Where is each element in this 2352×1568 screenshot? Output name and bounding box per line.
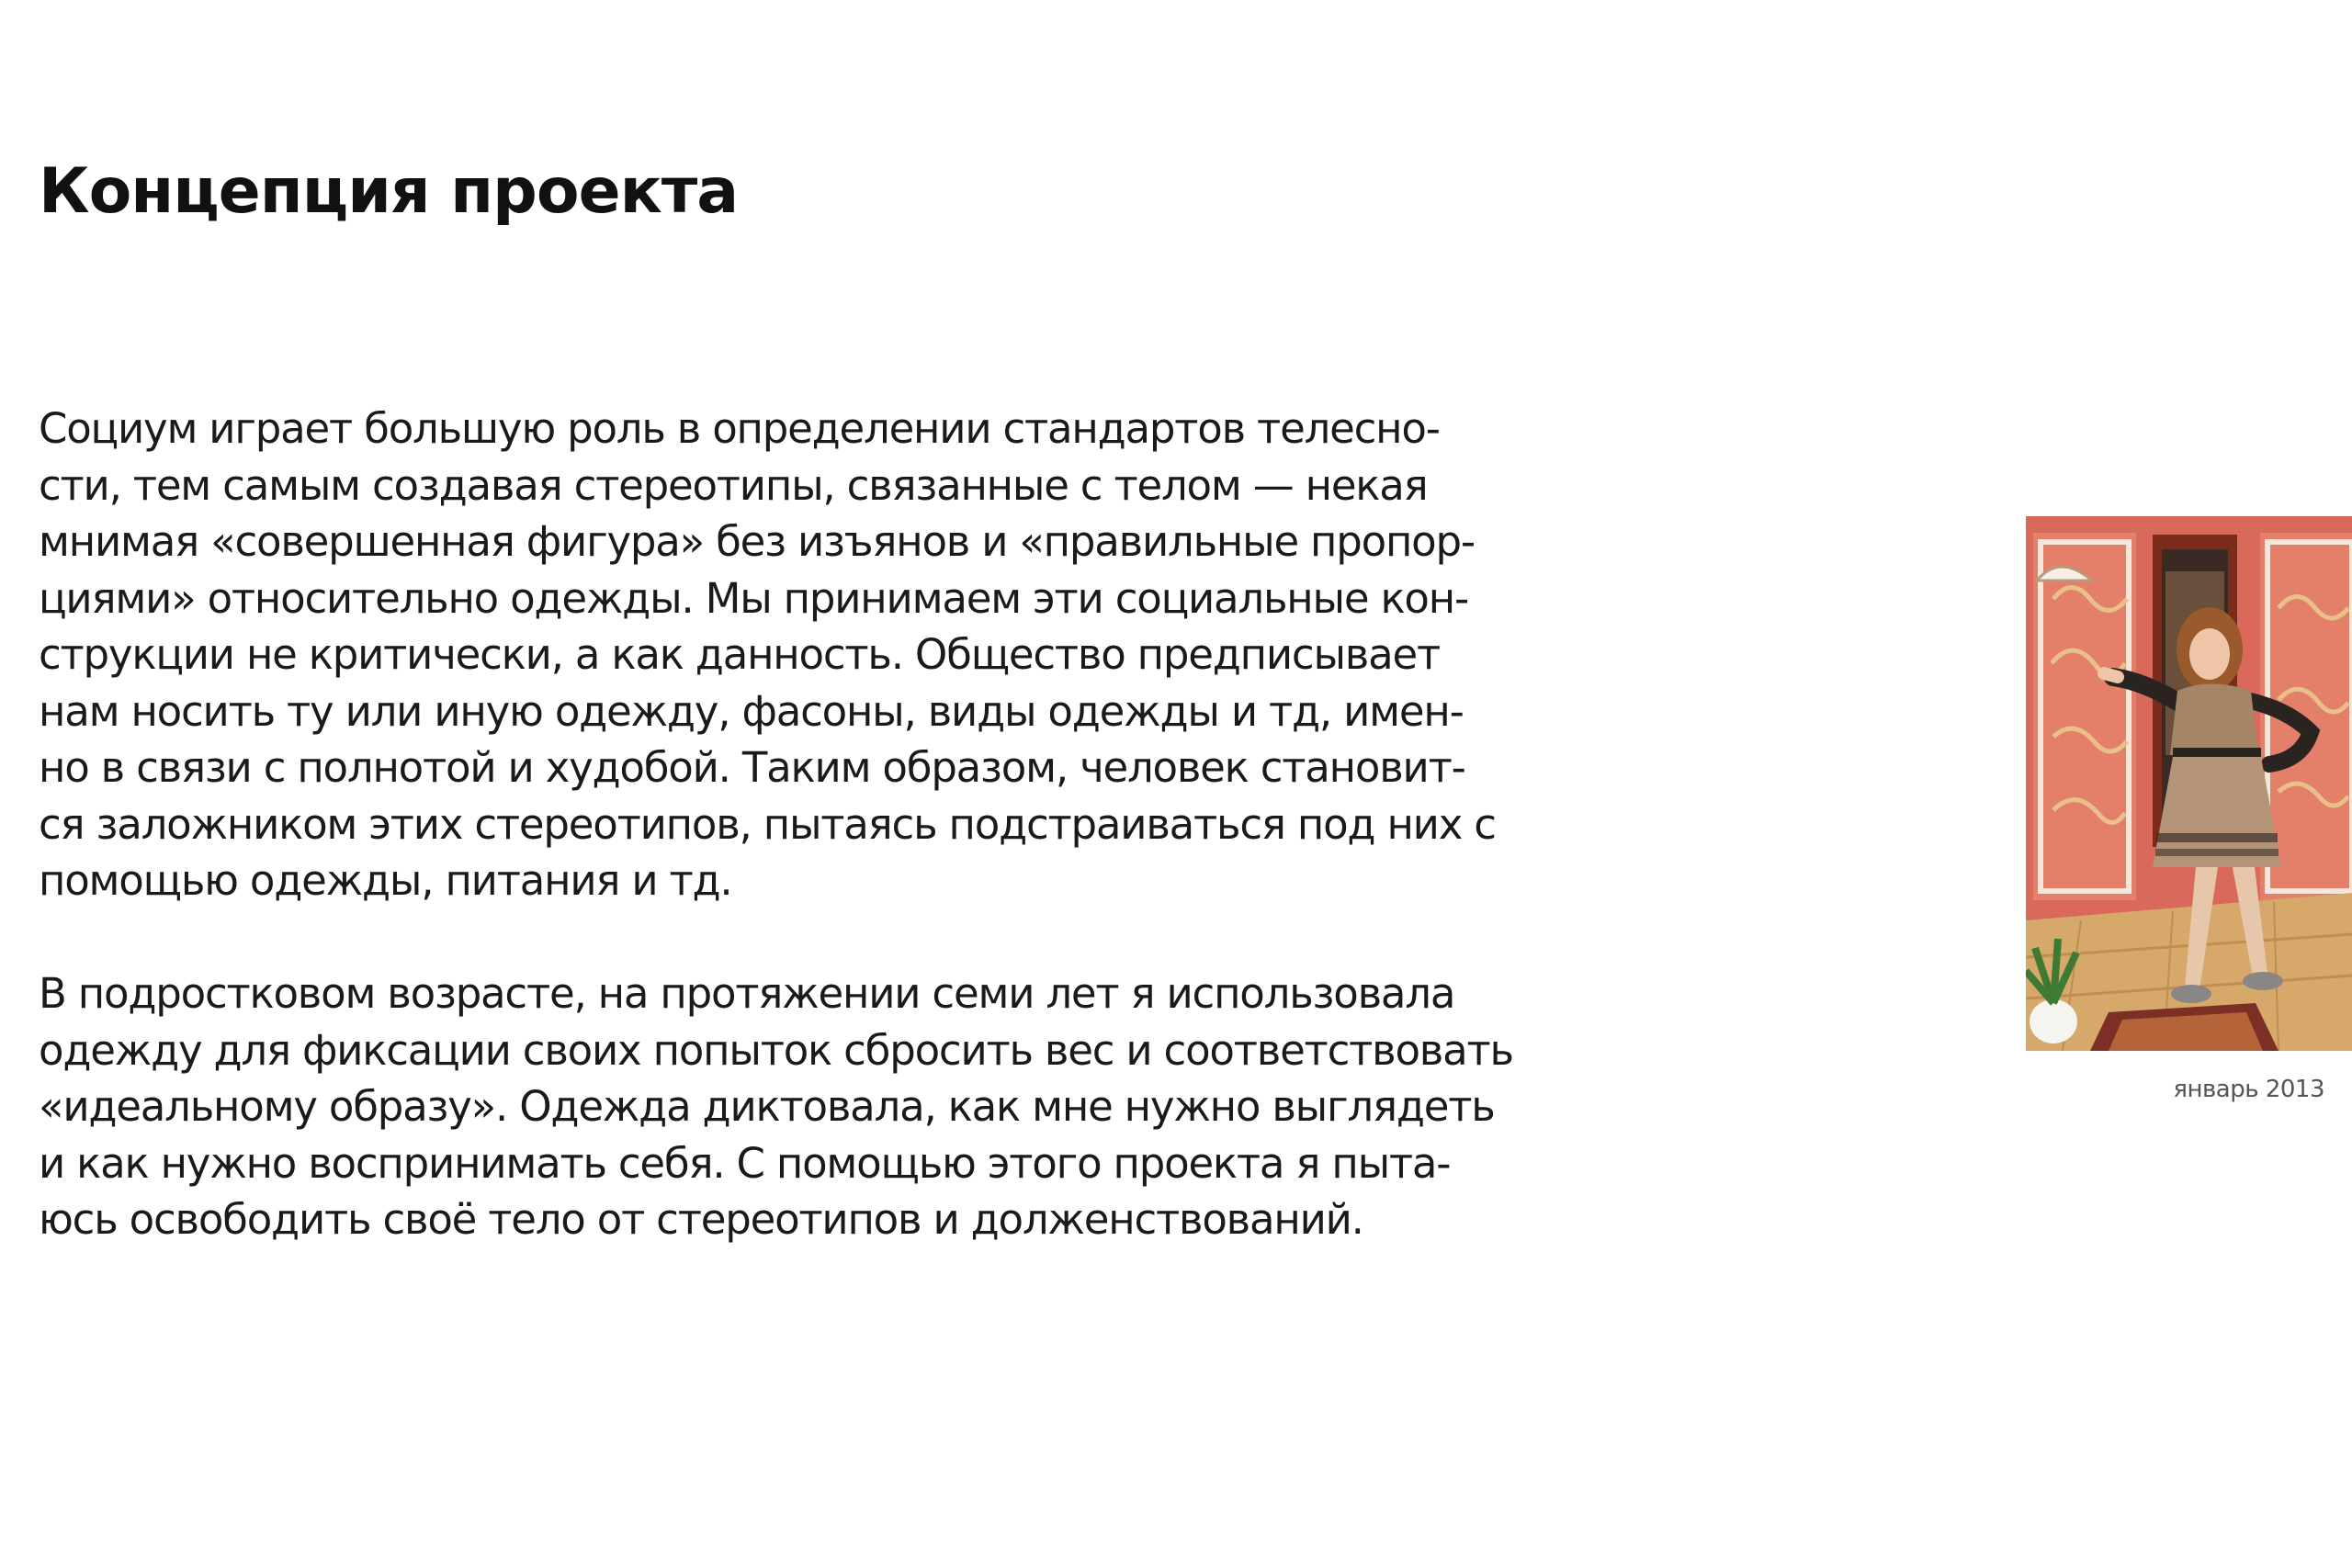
- text-line: одежду для фиксации своих попыток сбросить вес и соответствовать: [39, 1025, 1513, 1075]
- text-line: циями» относительно одежды. Мы принимаем эти социальные кон-: [39, 573, 1469, 623]
- text-line: но в связи с полнотой и худобой. Таким образом, человек становит-: [39, 743, 1465, 792]
- photo-illustration: [2026, 516, 2352, 1051]
- text-line: юсь освободить своё тело от стереотипов и долженствований.: [39, 1195, 1363, 1244]
- photo-caption: январь 2013: [2173, 1076, 2324, 1103]
- page-title: Концепция проекта: [39, 155, 739, 228]
- paragraph-2: [39, 965, 1600, 1248]
- text-line: струкции не критически, а как данность. Общество предписывает: [39, 630, 1441, 679]
- text-line: В подростковом возрасте, на протяжении семи лет я использовала: [39, 969, 1455, 1018]
- paragraph-1: [39, 400, 1600, 909]
- text-line: помощью одежды, питания и тд.: [39, 856, 732, 905]
- text-line: и как нужно воспринимать себя. С помощью этого проекта я пыта-: [39, 1138, 1451, 1188]
- text-line: мнимая «совершенная фигура» без изъянов и «правильные пропор-: [39, 517, 1475, 566]
- text-line: сти, тем самым создавая стереотипы, связанные с телом — некая: [39, 460, 1428, 510]
- text-line: Социум играет большую роль в определении стандартов телесно-: [39, 404, 1440, 453]
- text-line: «идеальному образу». Одежда диктовала, как мне нужно выглядеть: [39, 1082, 1495, 1131]
- photo: [2026, 516, 2352, 1051]
- text-line: ся заложником этих стереотипов, пытаясь подстраиваться под них с: [39, 799, 1496, 849]
- body-text: [39, 400, 1600, 1248]
- text-line: нам носить ту или иную одежду, фасоны, виды одежды и тд, имен-: [39, 686, 1464, 736]
